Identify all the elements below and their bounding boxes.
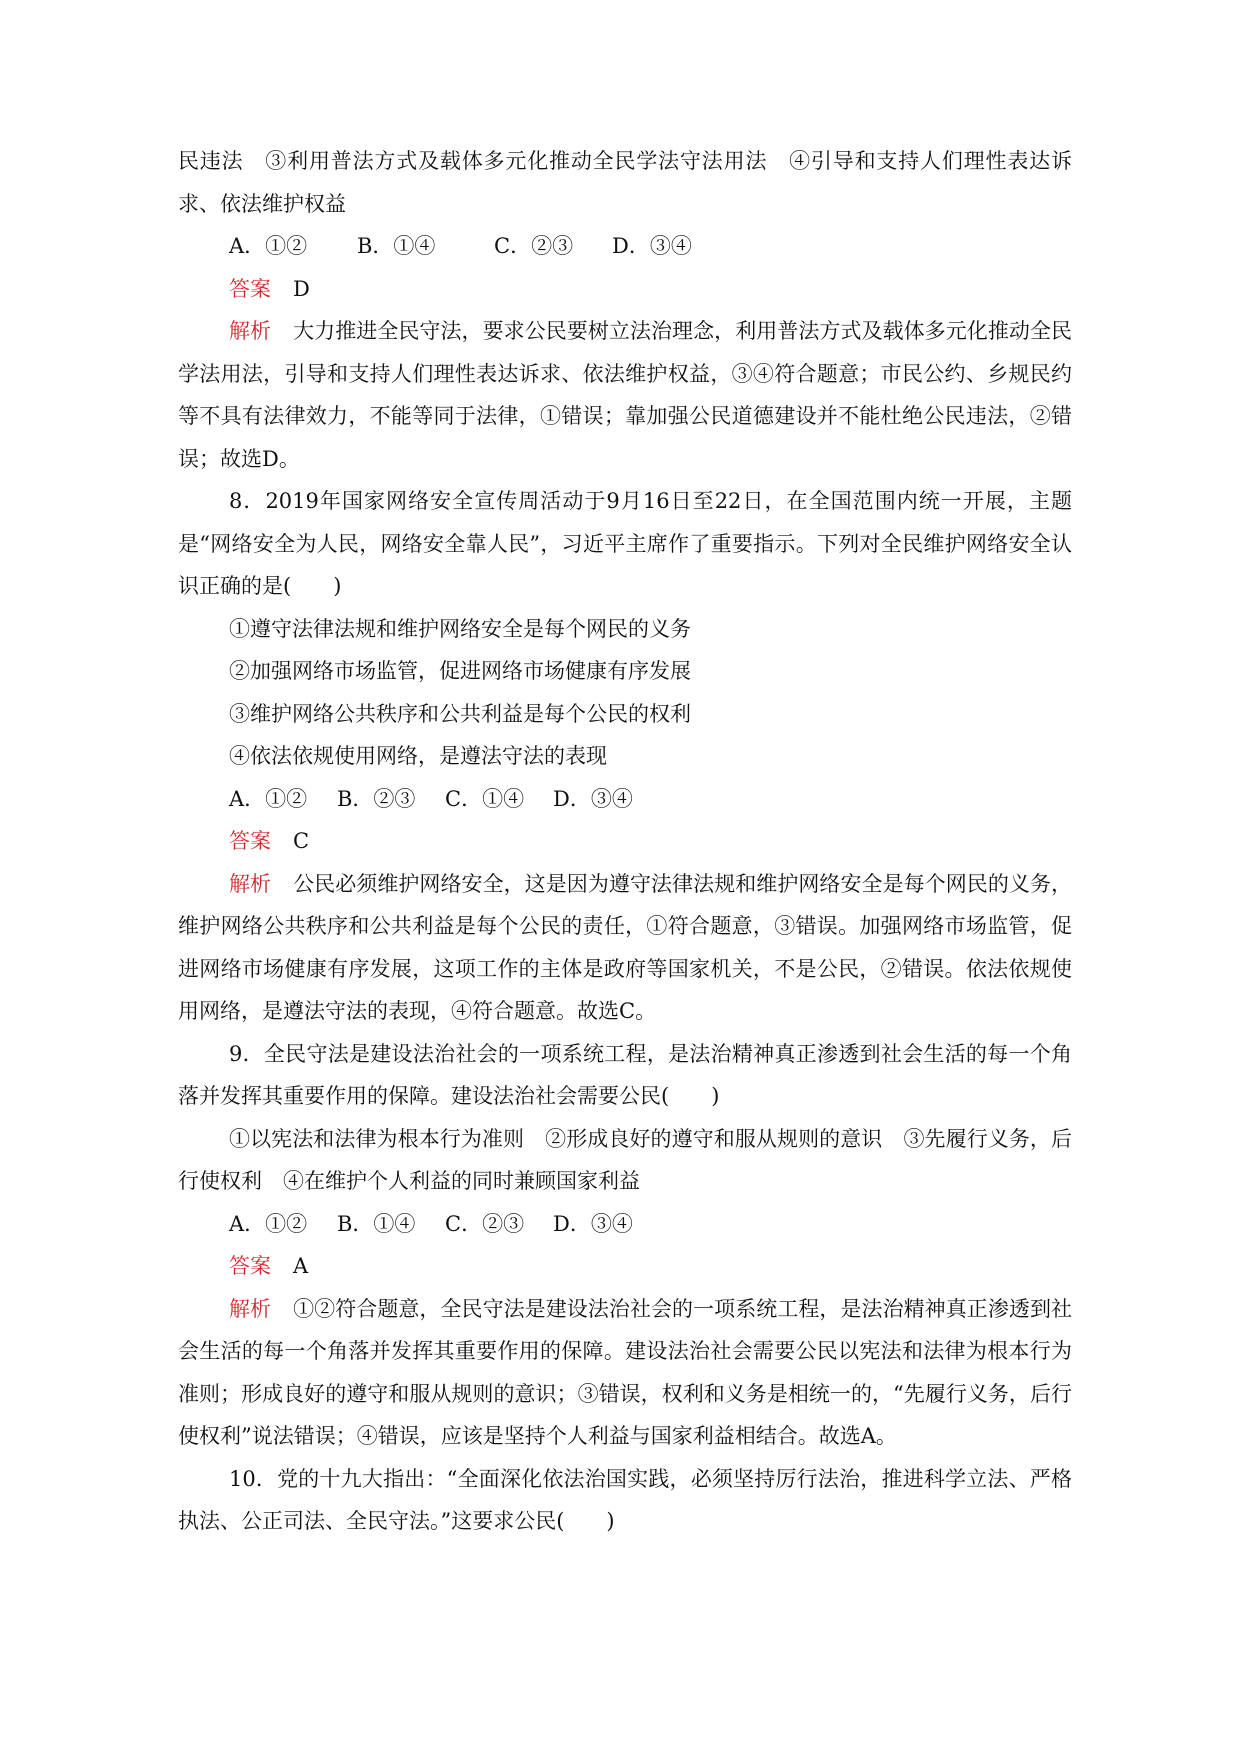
answer-value: D: [293, 276, 310, 301]
answer-label: 答案: [229, 1254, 271, 1278]
choice-b: B．①④: [357, 234, 436, 258]
choice-c: C．②③: [494, 234, 574, 258]
question-10-stem: 10．党的十九大指出：“全面深化依法治国实践，必须坚持厉行法治，推进科学立法、严格执法、公正司法、全民守法。”这要求公民( ): [178, 1466, 1072, 1533]
question-8-analysis: [178, 863, 1072, 1033]
question-7-answer: [178, 268, 1072, 311]
choice-c: C．①④: [445, 786, 525, 811]
choice-c: C．②③: [445, 1211, 525, 1236]
question-9-items: ①以宪法和法律为根本行为准则 ②形成良好的遵守和服从规则的意识 ③先履行义务，后行使权利 ④在维护个人利益的同时兼顾国家利益: [178, 1126, 1072, 1193]
question-8-choices: [178, 778, 1072, 821]
answer-label: 答案: [229, 829, 271, 853]
question-8-item-4: ④依法依规使用网络，是遵法守法的表现: [229, 744, 607, 768]
choice-a: A．①②: [229, 234, 308, 258]
choice-a: A．①②: [229, 786, 308, 811]
analysis-text: 大力推进全民守法，要求公民要树立法治理念，利用普法方式及载体多元化推动全民学法用法，引导和支持人们理性表达诉求、依法维护权益，③④符合题意；市民公约、乡规民约等不具有法律效力，不能等同于法律，①错误；靠加强公民道德建设并不能杜绝公民违法，②错误；故选D。: [178, 319, 1073, 471]
answer-value: A: [293, 1254, 309, 1278]
question-8-item-1: ①遵守法律法规和维护网络安全是每个网民的义务: [229, 616, 691, 641]
analysis-text: 公民必须维护网络安全，这是因为遵守法律法规和维护网络安全是每个网民的义务，维护网络公共秩序和公共利益是每个公民的责任，①符合题意，③错误。加强网络市场监管，促进网络市场健康有序发展，这项工作的主体是政府等国家机关，不是公民，②错误。依法依规使用网络，是遵法守法的表现，④符合题意。故选C。: [178, 871, 1073, 1023]
choice-b: B．①④: [337, 1211, 416, 1236]
document-page: [178, 140, 1072, 1543]
choice-d: D．③④: [553, 786, 633, 811]
analysis-label: 解析: [229, 319, 272, 343]
question-9-analysis: [178, 1288, 1072, 1458]
question-9-choices: [178, 1203, 1072, 1246]
question-8-item-2: ②加强网络市场监管，促进网络市场健康有序发展: [229, 659, 691, 683]
question-8-answer: [178, 820, 1072, 863]
choice-d: D．③④: [612, 234, 692, 258]
question-7-continuation: 民违法 ③利用普法方式及载体多元化推动全民学法守法用法 ④引导和支持人们理性表达诉求、依法维护权益: [178, 149, 1072, 216]
question-7-analysis: [178, 310, 1072, 480]
analysis-text: ①②符合题意，全民守法是建设法治社会的一项系统工程，是法治精神真正渗透到社会生活的每一个角落并发挥其重要作用的保障。建设法治社会需要公民以宪法和法律为根本行为准则；形成良好的遵守和服从规则的意识；③错误，权利和义务是相统一的，“先履行义务，后行使权利”说法错误；④错误，应该是坚持个人利益与国家利益相结合。故选A。: [178, 1296, 1073, 1448]
choice-a: A．①②: [229, 1211, 308, 1236]
analysis-label: 解析: [229, 871, 272, 896]
answer-value: C: [293, 829, 310, 853]
question-8-item-3: ③维护网络公共秩序和公共利益是每个公民的权利: [229, 701, 691, 726]
question-9-stem: 9．全民守法是建设法治社会的一项系统工程，是法治精神真正渗透到社会生活的每一个角落并发挥其重要作用的保障。建设法治社会需要公民( ): [178, 1041, 1072, 1108]
answer-label: 答案: [229, 276, 271, 301]
question-7-choices: [178, 225, 1072, 268]
choice-b: B．②③: [337, 786, 416, 811]
question-8-stem: 8．2019年国家网络安全宣传周活动于9月16日至22日，在全国范围内统一开展，主题是“网络安全为人民，网络安全靠人民”，习近平主席作了重要指示。下列对全民维护网络安全认识正确的是( ): [178, 489, 1072, 598]
question-9-answer: [178, 1245, 1072, 1288]
analysis-label: 解析: [229, 1296, 272, 1321]
choice-d: D．③④: [553, 1211, 633, 1236]
